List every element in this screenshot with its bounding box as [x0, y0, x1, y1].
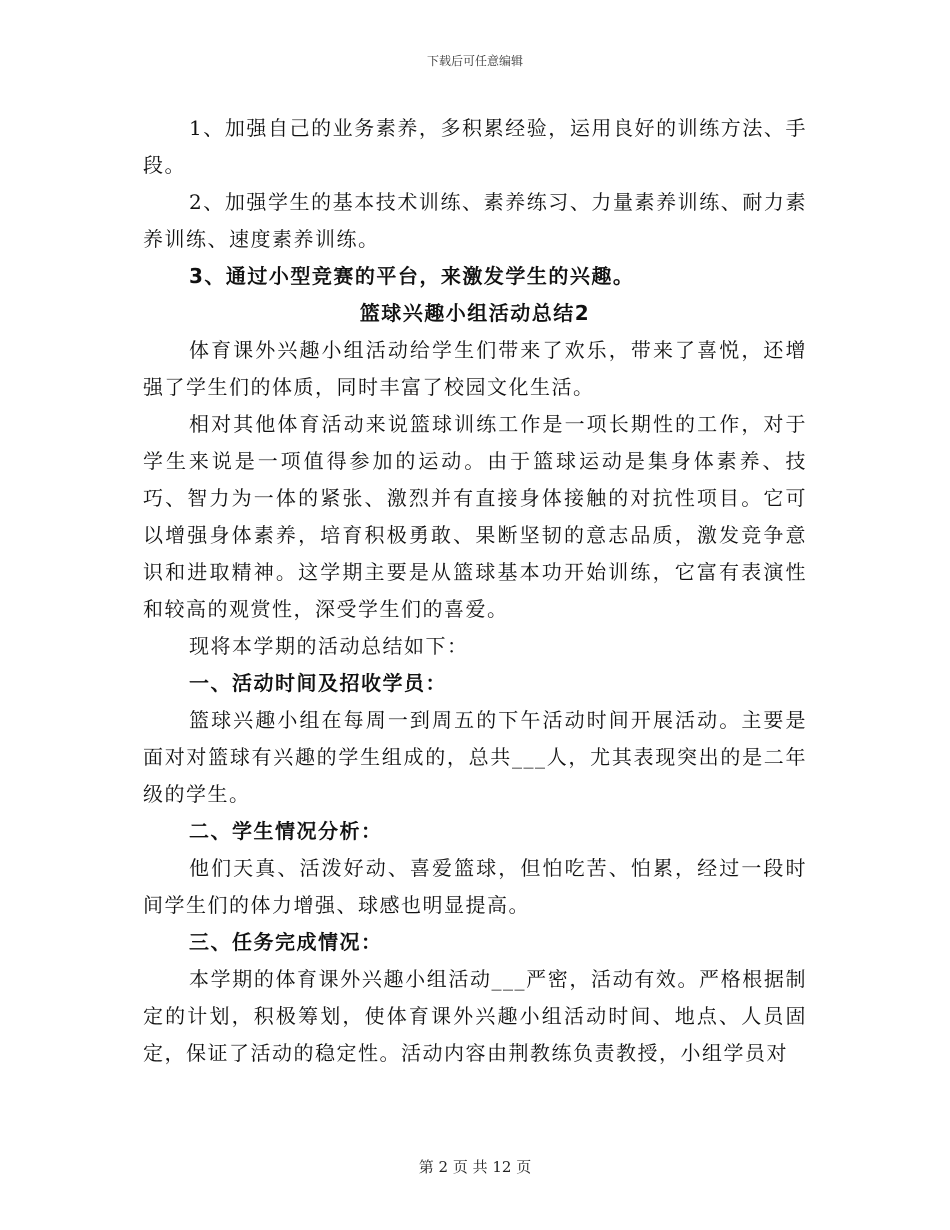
paragraph-6: 现将本学期的活动总结如下： — [189, 634, 469, 658]
heading-1: 一、活动时间及招收学员： — [189, 671, 447, 695]
paragraph-4: 体育课外兴趣小组活动给学生们带来了欢乐，带来了喜悦，还增强了学生们的体质，同时丰富了校园文化生活。 — [143, 338, 807, 399]
paragraph-8: 他们天真、活泼好动、喜爱篮球，但怕吃苦、怕累，经过一段时间学生们的体力增强、球感也明显提高。 — [143, 856, 807, 917]
paragraph-1: 1、加强自己的业务素养，多积累经验，运用良好的训练方法、手段。 — [143, 116, 807, 177]
heading-3: 三、任务完成情况： — [189, 930, 383, 954]
paragraph-9: 本学期的体育课外兴趣小组活动___严密，活动有效。严格根据制定的计划，积极筹划，使体育课外兴趣小组活动时间、地点、人员固定，保证了活动的稳定性。活动内容由荆教练负责教授，小组学员对 — [143, 967, 807, 1065]
paragraph-2: 2、加强学生的基本技术训练、素养练习、力量素养训练、耐力素养训练、速度素养训练。 — [143, 190, 807, 251]
document-body — [143, 110, 807, 1072]
paragraph-5: 相对其他体育活动来说篮球训练工作是一项长期性的工作，对于学生来说是一项值得参加的运动。由于篮球运动是集身体素养、技巧、智力为一体的紧张、激烈并有直接身体接触的对抗性项目。它可以增强身体素养，培育积极勇敢、果断坚韧的意志品质，激发竞争意识和进取精神。这学期主要是从篮球基本功开始训练，它富有表演性和较高的观赏性，深受学生们的喜爱。 — [143, 412, 807, 621]
heading-2: 二、学生情况分析： — [189, 819, 383, 843]
paragraph-3: 3、通过小型竞赛的平台，来激发学生的兴趣。 — [189, 264, 635, 288]
page-header: 下载后可任意编辑 — [426, 54, 523, 68]
paragraph-7: 篮球兴趣小组在每周一到周五的下午活动时间开展活动。主要是面对对篮球有兴趣的学生组成的，总共___人，尤其表现突出的是二年级的学生。 — [143, 708, 807, 806]
page-footer: 第 2 页 共 12 页 — [418, 1158, 532, 1176]
section-title: 篮球兴趣小组活动总结2 — [359, 301, 591, 325]
